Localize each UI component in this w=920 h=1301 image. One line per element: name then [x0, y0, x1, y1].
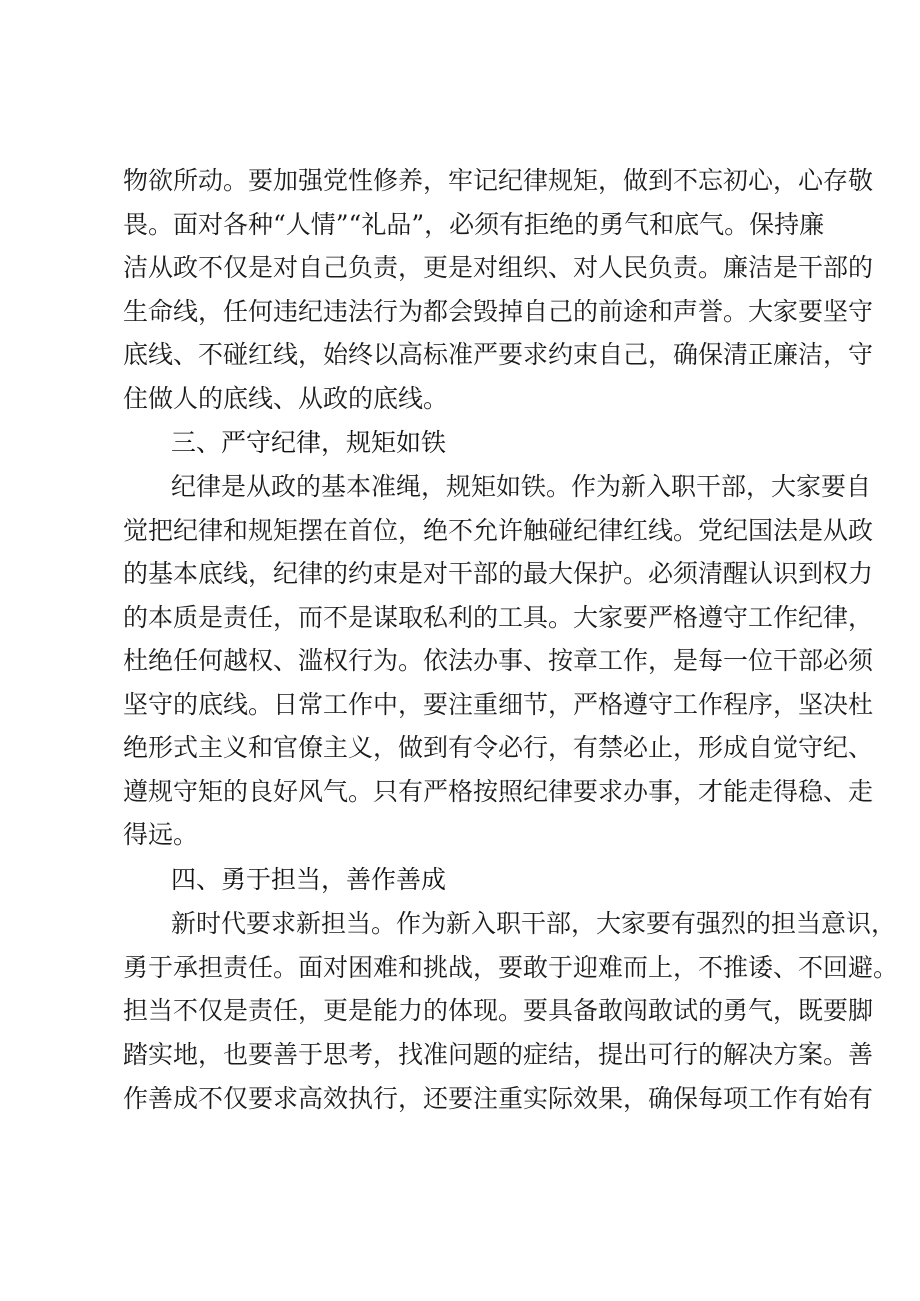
- paragraph-line: 担当不仅是责任，更是能力的体现。要具备敢闯敢试的勇气，既要脚: [123, 996, 874, 1025]
- paragraph-line: 觉把纪律和规矩摆在首位，绝不允许触碰纪律红线。党纪国法是从政: [123, 516, 874, 545]
- paragraph-line: 洁从政不仅是对自己负责，更是对组织、对人民负责。廉洁是干部的: [123, 253, 874, 282]
- paragraph-line: 生命线，任何违纪违法行为都会毁掉自己的前途和声誉。大家要坚守: [123, 297, 874, 326]
- paragraph-line: 的基本底线，纪律的约束是对干部的最大保护。必须清醒认识到权力: [123, 559, 874, 588]
- paragraph-line: 纪律是从政的基本准绳，规矩如铁。作为新入职干部，大家要自: [171, 472, 872, 501]
- paragraph-line: 遵规守矩的良好风气。只有严格按照纪律要求办事，才能走得稳、走: [123, 777, 874, 806]
- section-heading: 四、勇于担当，善作善成: [171, 865, 447, 894]
- paragraph-line: 畏。面对各种“人情”“礼品”，必须有拒绝的勇气和底气。保持廉: [123, 210, 825, 239]
- paragraph-line: 底线、不碰红线，始终以高标准严要求约束自己，确保清正廉洁，守: [123, 340, 874, 369]
- paragraph-line: 坚守的底线。日常工作中，要注重细节，严格遵守工作程序，坚决杜: [123, 690, 874, 719]
- paragraph-line: 得远。: [123, 820, 199, 849]
- paragraph-line: 物欲所动。要加强党性修养，牢记纪律规矩，做到不忘初心，心存敬: [123, 166, 874, 195]
- paragraph-line: 住做人的底线、从政的底线。: [123, 384, 449, 413]
- paragraph-line: 杜绝任何越权、滥权行为。依法办事、按章工作，是每一位干部必须: [123, 646, 874, 675]
- paragraph-line: 踏实地，也要善于思考，找准问题的症结，提出可行的解决方案。善: [123, 1040, 874, 1069]
- paragraph-line: 绝形式主义和官僚主义，做到有令必行，有禁必止，形成自觉守纪、: [123, 733, 874, 762]
- paragraph-line: 的本质是责任，而不是谋取私利的工具。大家要严格遵守工作纪律，: [123, 603, 874, 632]
- section-heading: 三、严守纪律，规矩如铁: [171, 428, 447, 457]
- paragraph-line: 新时代要求新担当。作为新入职干部，大家要有强烈的担当意识，: [171, 909, 897, 938]
- paragraph-line: 勇于承担责任。面对困难和挑战，要敢于迎难而上，不推诿、不回避。: [123, 953, 899, 982]
- paragraph-line: 作善成不仅要求高效执行，还要注重实际效果，确保每项工作有始有: [123, 1084, 874, 1113]
